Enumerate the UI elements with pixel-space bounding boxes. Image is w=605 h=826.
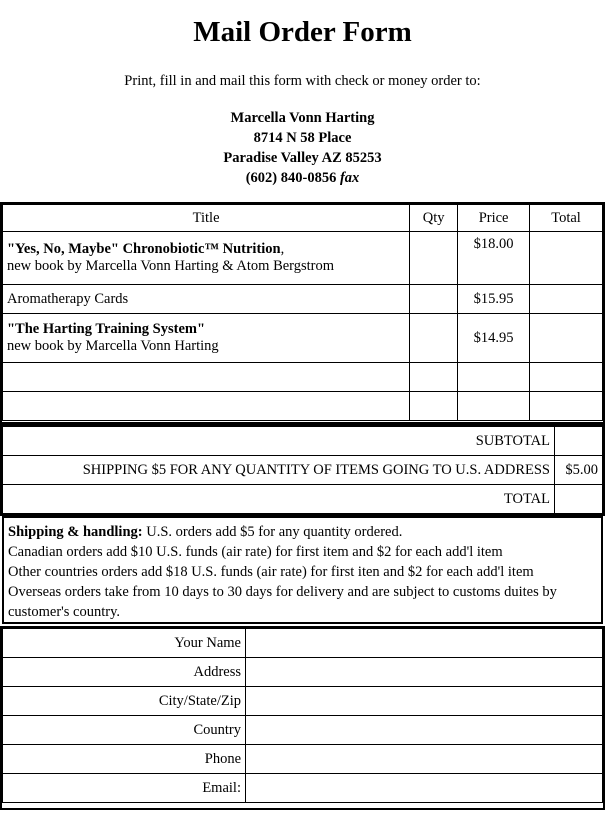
header-total: Total — [530, 205, 603, 232]
item-title-suffix: , — [280, 241, 285, 257]
address-label: Address — [3, 658, 246, 687]
contact-row — [3, 745, 603, 774]
name-label: Your Name — [3, 629, 246, 658]
email-field[interactable] — [246, 774, 603, 803]
mail-instructions: Print, fill in and mail this form with check or money order to: — [124, 73, 481, 89]
email-label: Email: — [3, 774, 246, 803]
header-price: Price — [458, 205, 530, 232]
address-phone-line — [0, 168, 605, 188]
total-cell[interactable] — [530, 314, 603, 363]
price-cell[interactable] — [458, 392, 530, 421]
totals-table — [2, 426, 603, 514]
total-cell[interactable] — [530, 392, 603, 421]
shipping-label: SHIPPING $5 FOR ANY QUANTITY OF ITEMS GOING TO U.S. ADDRESS — [3, 456, 555, 485]
qty-cell[interactable] — [410, 363, 458, 392]
mailing-address — [0, 108, 605, 188]
total-row — [3, 485, 603, 514]
name-field[interactable] — [246, 629, 603, 658]
price-cell[interactable] — [458, 363, 530, 392]
subtotal-label: SUBTOTAL — [3, 427, 555, 456]
total-label: TOTAL — [3, 485, 555, 514]
qty-cell[interactable] — [410, 285, 458, 314]
item-title[interactable] — [3, 363, 410, 392]
shipping-note-us: U.S. orders add $5 for any quantity ordered. — [146, 524, 403, 540]
table-header-row — [3, 205, 603, 232]
header-title: Title — [3, 205, 410, 232]
address-phone: (602) 840-0856 — [245, 170, 337, 186]
order-items-table — [2, 204, 603, 421]
table-row — [3, 363, 603, 392]
table-row — [3, 232, 603, 285]
address-city: Paradise Valley AZ 85253 — [223, 150, 382, 166]
price-cell: $18.00 — [458, 232, 530, 285]
item-title-cell — [3, 314, 410, 363]
header-qty: Qty — [410, 205, 458, 232]
address-phone-suffix: fax — [339, 170, 360, 186]
shipping-note-canada: Canadian orders add $10 U.S. funds (air rate) for first item and $2 for each add'l item — [8, 544, 503, 560]
price-cell: $15.95 — [458, 285, 530, 314]
shipping-notes — [2, 516, 603, 624]
phone-field[interactable] — [246, 745, 603, 774]
subtotal-value[interactable] — [555, 427, 603, 456]
subtotal-row — [3, 427, 603, 456]
contact-table — [2, 628, 603, 803]
contact-row — [3, 774, 603, 803]
address-street: 8714 N 58 Place — [253, 130, 352, 146]
item-title-cell — [3, 232, 410, 285]
country-field[interactable] — [246, 716, 603, 745]
item-title[interactable] — [3, 392, 410, 421]
shipping-value: $5.00 — [555, 456, 603, 485]
address-field[interactable] — [246, 658, 603, 687]
item-subtitle: new book by Marcella Vonn Harting & Atom Bergstrom — [7, 258, 335, 274]
contact-row — [3, 687, 603, 716]
price-cell: $14.95 — [458, 314, 530, 363]
shipping-notes-heading: Shipping & handling: — [8, 524, 143, 540]
total-value[interactable] — [555, 485, 603, 514]
contact-row — [3, 716, 603, 745]
page-title: Mail Order Form — [193, 16, 412, 48]
address-name: Marcella Vonn Harting — [230, 110, 375, 126]
shipping-note-other: Other countries orders add $18 U.S. funds (air rate) for first iten and $2 for each add'l item — [8, 564, 534, 580]
contact-row — [3, 658, 603, 687]
item-subtitle: new book by Marcella Vonn Harting — [7, 338, 219, 354]
qty-cell[interactable] — [410, 314, 458, 363]
shipping-note-overseas: Overseas orders take from 10 days to 30 days for delivery and are subject to customs duites by customer's country. — [8, 584, 557, 620]
qty-cell[interactable] — [410, 232, 458, 285]
total-cell[interactable] — [530, 363, 603, 392]
total-cell[interactable] — [530, 285, 603, 314]
city-state-zip-label: City/State/Zip — [3, 687, 246, 716]
item-title: "Yes, No, Maybe" Chronobiotic™ Nutrition — [7, 241, 281, 257]
shipping-row — [3, 456, 603, 485]
table-row — [3, 314, 603, 363]
country-label: Country — [3, 716, 246, 745]
phone-label: Phone — [3, 745, 246, 774]
city-state-zip-field[interactable] — [246, 687, 603, 716]
qty-cell[interactable] — [410, 392, 458, 421]
item-title: "The Harting Training System" — [7, 321, 206, 337]
table-row — [3, 392, 603, 421]
total-cell[interactable] — [530, 232, 603, 285]
table-row — [3, 285, 603, 314]
item-title: Aromatherapy Cards — [3, 285, 410, 314]
contact-row — [3, 629, 603, 658]
